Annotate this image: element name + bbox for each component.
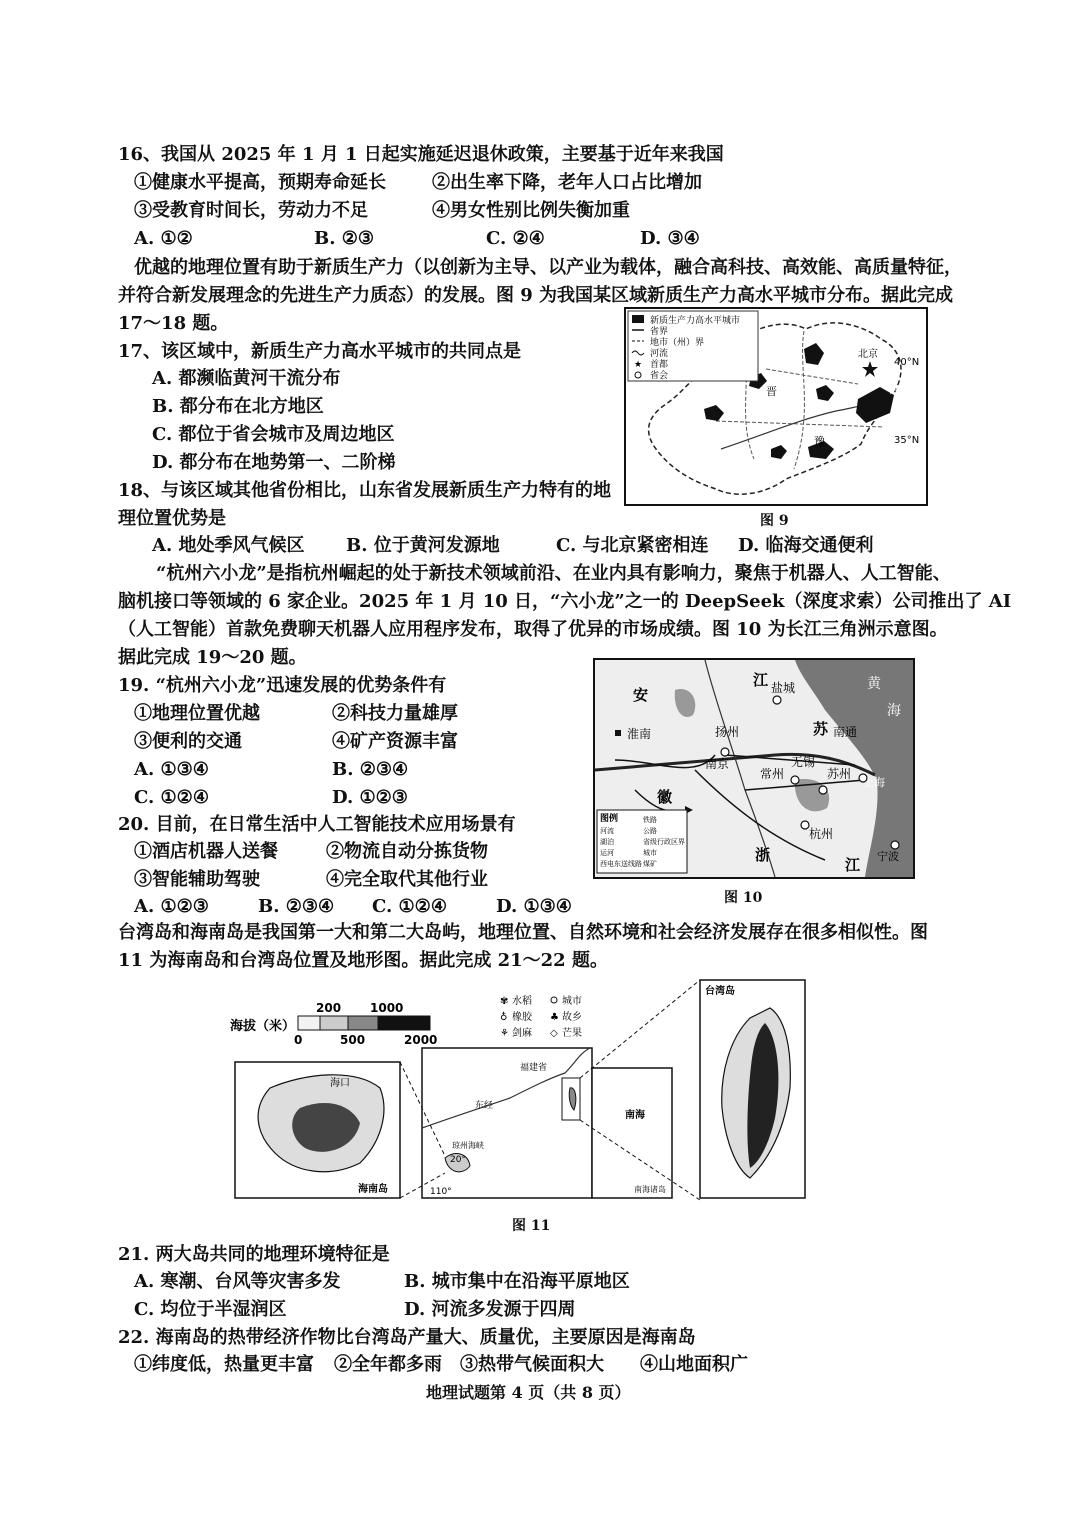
legend-label-4: 河流 — [650, 349, 669, 359]
capital-star-icon — [862, 361, 878, 377]
q21-stem: 21. 两大岛共同的地理环境特征是 — [118, 1244, 390, 1265]
label-lat-35: 35°N — [894, 435, 920, 446]
label-lat-40: 40°N — [894, 357, 920, 368]
q16-option-d: D. ③④ — [640, 228, 700, 249]
place-label: 苏 — [813, 720, 829, 738]
q22-item-3: ③热带气候面积大 — [460, 1354, 604, 1375]
q19-item-4: ④矿产资源丰富 — [332, 731, 458, 752]
legend-label-6: 省会 — [650, 371, 669, 381]
q20-stem: 20. 目前，在日常生活中人工智能技术应用场景有 — [118, 814, 516, 835]
label-shanxi: 晋 — [766, 385, 777, 398]
south-sea-inset — [592, 1068, 672, 1198]
figure-9-map — [624, 307, 928, 506]
intro17-line-2: 并符合新发展理念的先进生产力质态）的发展。图 9 为我国某区域新质生产力高水平城市分布。据此完成 — [118, 285, 954, 306]
city-area-4 — [816, 385, 834, 401]
figure-10-map — [593, 658, 915, 879]
q21-option-d: D. 河流多发源于四周 — [404, 1299, 576, 1320]
map-label: 福建省 — [520, 1063, 548, 1073]
city-marker — [819, 786, 827, 794]
city-marker — [891, 841, 899, 849]
q17-option-d: D. 都分布在地势第一、二阶梯 — [152, 452, 396, 473]
lake-1 — [675, 689, 696, 717]
q18-option-a: A. 地处季风气候区 — [152, 535, 305, 556]
q19-option-a: A. ①③④ — [134, 759, 209, 780]
q20-option-a: A. ①②③ — [134, 896, 209, 917]
crop-legend: 水稻 — [512, 996, 532, 1007]
elev-tick: 2000 — [404, 1033, 438, 1047]
q22-item-4: ④山地面积广 — [640, 1354, 748, 1375]
intro19-line-1: “杭州六小龙”是指杭州崛起的处于新技术领域前沿、在业内具有影响力，聚焦于机器人、人工智能、 — [156, 563, 951, 584]
map-label: 东经 — [475, 1101, 494, 1111]
q20-item-1: ①酒店机器人送餐 — [134, 841, 278, 862]
figure-11-caption: 图 11 — [512, 1218, 551, 1234]
rice-icon: ✾ — [500, 996, 509, 1007]
label-shandong: 鲁 — [888, 383, 899, 396]
figure-10-caption: 图 10 — [724, 890, 763, 906]
elevation-title: 海拔（米） — [230, 1019, 296, 1034]
q17-option-a: A. 都濒临黄河干流分布 — [152, 368, 341, 389]
elev-band-3 — [378, 1016, 430, 1030]
legend-capital-star-icon: ★ — [633, 360, 643, 370]
elev-band-2 — [348, 1016, 378, 1030]
q19-option-d: D. ①②③ — [332, 787, 408, 808]
q21-option-a: A. 寒潮、台风等灾害多发 — [134, 1271, 341, 1292]
q16-item-4: ④男女性别比例失衡加重 — [432, 200, 630, 221]
q19-stem: 19. “杭州六小龙”迅速发展的优势条件有 — [118, 675, 447, 696]
place-label: 海 — [887, 703, 901, 719]
city-legend-icon — [551, 997, 557, 1003]
intro21-line-2: 11 为海南岛和台湾岛位置及地形图。据此完成 21～22 题。 — [118, 950, 608, 971]
place-label: 淮南 — [627, 727, 652, 741]
legend-label: 运河 — [600, 849, 614, 857]
legend-label: 公路 — [643, 827, 657, 835]
q22-stem: 22. 海南岛的热带经济作物比台湾岛产量大、质量优，主要原因是海南岛 — [118, 1327, 696, 1348]
page-footer: 地理试题第 4 页（共 8 页） — [426, 1383, 631, 1402]
map-label: 110° — [430, 1187, 452, 1197]
place-label: 南通 — [833, 725, 858, 739]
label-henan: 豫 — [814, 435, 825, 448]
q18-stem-1: 18、与该区域其他省份相比，山东省发展新质生产力特有的地 — [118, 480, 612, 501]
place-label: 江 — [753, 671, 769, 689]
figure-9-caption: 图 9 — [760, 513, 789, 529]
q20-option-c: C. ①②④ — [372, 896, 447, 917]
place-label: 南京 — [705, 757, 730, 771]
q20-item-3: ③智能辅助驾驶 — [134, 869, 260, 890]
q22-item-1: ①纬度低，热量更丰富 — [134, 1354, 314, 1375]
place-label: 安 — [633, 686, 649, 704]
q17-option-c: C. 都位于省会城市及周边地区 — [152, 424, 395, 445]
crop-legend: 橡胶 — [512, 1012, 532, 1023]
q19-item-1: ①地理位置优越 — [134, 703, 260, 724]
place-label: 杭州 — [809, 827, 834, 841]
elev-tick: 0 — [294, 1033, 303, 1047]
intro19-line-3: （人工智能）首款免费聊天机器人应用程序发布，取得了优异的市场成绩。图 10 为长江三角洲示意图。 — [118, 619, 948, 640]
city-area-3 — [704, 405, 724, 421]
crop-legend: 故乡 — [562, 1012, 582, 1023]
place-label: 黄 — [867, 676, 881, 692]
q20-item-4: ④完全取代其他行业 — [326, 869, 488, 890]
legend-city-swatch — [632, 315, 644, 323]
sisal-icon: ⚘ — [500, 1028, 509, 1039]
q18-option-b: B. 位于黄河发源地 — [346, 535, 500, 556]
q16-stem: 16、我国从 2025 年 1 月 1 日起实施延迟退休政策，主要基于近年来我国 — [118, 144, 724, 165]
q16-option-b: B. ②③ — [314, 228, 375, 249]
q18-option-c: C. 与北京紧密相连 — [556, 535, 709, 556]
place-label: 常州 — [760, 767, 785, 781]
q21-option-c: C. 均位于半湿润区 — [134, 1299, 287, 1320]
map-label: 琼州海峡 — [452, 1141, 484, 1150]
q17-stem: 17、该区域中，新质生产力高水平城市的共同点是 — [118, 341, 522, 362]
q20-option-d: D. ①③④ — [496, 896, 572, 917]
legend-label: 省级行政区界 — [643, 838, 685, 846]
q16-option-a: A. ①② — [134, 228, 193, 249]
q16-option-c: C. ②④ — [486, 228, 545, 249]
legend-label: 城市 — [643, 849, 657, 857]
city-marker — [791, 776, 799, 784]
q16-item-3: ③受教育时间长，劳动力不足 — [134, 200, 368, 221]
mango-icon: ◇ — [550, 1028, 558, 1039]
legend-label: 铁路 — [643, 816, 657, 824]
q19-item-3: ③便利的交通 — [134, 731, 242, 752]
figure-11 — [230, 978, 810, 1203]
legend-label-2: 省界 — [650, 327, 669, 337]
taiwan-label: 台湾岛 — [705, 986, 735, 997]
city-marker — [773, 696, 781, 704]
q19-option-b: B. ②③④ — [332, 759, 409, 780]
elev-tick: 1000 — [370, 1001, 404, 1015]
intro19-line-2: 脑机接口等领域的 6 家企业。2025 年 1 月 10 日，“六小龙”之一的 DeepSeek（深度求索）公司推出了 AI — [118, 591, 1012, 612]
crop-legend: 剑麻 — [512, 1028, 532, 1039]
place-label: 上海 — [863, 776, 885, 789]
legend-label-1: 新质生产力高水平城市 — [650, 316, 741, 326]
city-area-1 — [804, 343, 824, 365]
elev-tick: 200 — [316, 1001, 342, 1015]
legend-label: 湖泊 — [600, 838, 614, 846]
q17-option-b: B. 都分布在北方地区 — [152, 396, 324, 417]
map-label: 20° — [450, 1155, 466, 1165]
q21-option-b: B. 城市集中在沿海平原地区 — [404, 1271, 630, 1292]
place-label: 扬州 — [715, 725, 740, 739]
place-label: 江 — [845, 856, 861, 874]
place-label: 无锡 — [791, 755, 816, 769]
q20-item-2: ②物流自动分拣货物 — [326, 841, 488, 862]
map-label: 南海诸岛 — [634, 1185, 666, 1194]
elev-band-0 — [298, 1016, 320, 1030]
legend-title: 图例 — [600, 814, 619, 824]
place-label: 盐城 — [771, 681, 796, 695]
regional-map-box — [422, 1048, 592, 1198]
city-marker — [801, 821, 809, 829]
legend-label: 西电东送线路 — [600, 860, 642, 868]
legend-label-5: 首都 — [650, 360, 669, 370]
q16-item-2: ②出生率下降，老年人口占比增加 — [432, 172, 702, 193]
intro19-line-4: 据此完成 19～20 题。 — [118, 647, 307, 668]
haikou-label: 海口 — [330, 1078, 350, 1089]
hainan-label: 海南岛 — [358, 1184, 388, 1195]
coal-mine-icon — [615, 730, 621, 736]
crop-legend: 芒果 — [562, 1028, 582, 1039]
elev-tick: 500 — [340, 1033, 366, 1047]
q16-item-1: ①健康水平提高，预期寿命延长 — [134, 172, 386, 193]
legend-label-3: 地市（州）界 — [650, 338, 705, 348]
map-label: 南海 — [625, 1110, 645, 1121]
intro21-line-1: 台湾岛和海南岛是我国第一大和第二大岛屿，地理位置、自然环境和社会经济发展存在很多相似性。图 — [118, 922, 928, 943]
place-label: 徽 — [657, 788, 673, 806]
figure-9-svg — [626, 309, 926, 504]
intro17-line-3: 17～18 题。 — [118, 313, 229, 334]
city-marker — [721, 748, 729, 756]
q22-item-2: ②全年都多雨 — [334, 1354, 442, 1375]
place-label: 苏州 — [827, 767, 852, 781]
hometown-icon: ♣ — [550, 1012, 559, 1023]
place-label: 浙 — [755, 846, 771, 864]
rubber-icon: ♁ — [500, 1012, 508, 1023]
connector-line — [580, 980, 700, 1078]
city-area-7 — [771, 445, 787, 459]
legend-label: 煤矿 — [643, 860, 657, 868]
elev-band-1 — [320, 1016, 348, 1030]
figure-11-svg — [230, 978, 810, 1203]
figure-10-svg — [595, 660, 913, 877]
q20-option-b: B. ②③④ — [258, 896, 335, 917]
intro17-line-1: 优越的地理位置有助于新质生产力（以创新为主导、以产业为载体，融合高科技、高效能、高质量特征， — [134, 257, 962, 278]
q19-item-2: ②科技力量雄厚 — [332, 703, 458, 724]
q18-option-d: D. 临海交通便利 — [738, 535, 874, 556]
label-beijing: 北京 — [858, 349, 878, 360]
crop-legend: 城市 — [562, 996, 582, 1007]
q18-stem-2: 理位置优势是 — [118, 508, 226, 529]
place-label: 宁波 — [877, 850, 899, 863]
legend-label: 河流 — [600, 827, 614, 835]
q19-option-c: C. ①②④ — [134, 787, 209, 808]
